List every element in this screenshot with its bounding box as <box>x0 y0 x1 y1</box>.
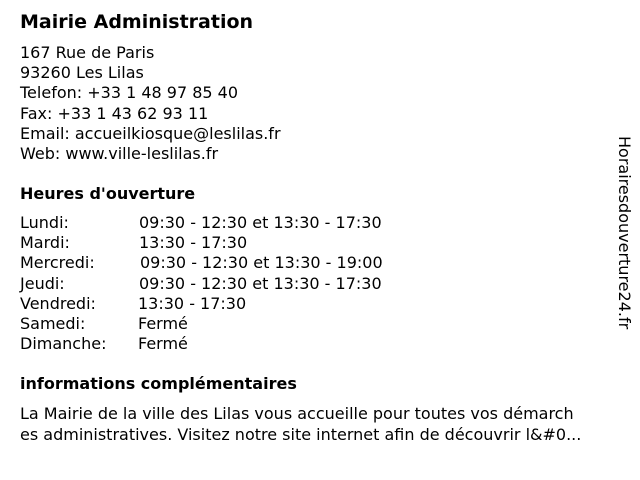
day-hours: 09:30 - 12:30 et 13:30 - 17:30 <box>139 213 382 232</box>
site-watermark: Horairesdouverture24.fr <box>615 136 634 330</box>
opening-hours-heading: Heures d'ouverture <box>20 184 196 203</box>
day-hours: Fermé <box>138 334 188 354</box>
street-address: 167 Rue de Paris <box>20 43 155 62</box>
hours-row-sunday <box>20 334 440 354</box>
contact-block <box>20 43 281 164</box>
hours-row-thursday <box>20 274 440 294</box>
fax-number: Fax: +33 1 43 62 93 11 <box>20 103 209 123</box>
hours-row-saturday <box>20 314 440 334</box>
phone-number: Telefon: +33 1 48 97 85 40 <box>20 83 239 103</box>
opening-hours-table <box>20 213 440 354</box>
additional-info-heading: informations complémentaires <box>20 374 297 393</box>
hours-row-monday <box>20 213 440 233</box>
hours-row-friday <box>20 294 440 314</box>
hours-row-tuesday <box>20 233 440 253</box>
info-line: La Mairie de la ville des Lilas vous accueille pour toutes vos démarch <box>20 404 574 423</box>
additional-info-text <box>20 403 620 445</box>
day-label: Mardi: <box>20 233 70 253</box>
website: Web: www.ville-leslilas.fr <box>20 143 219 163</box>
day-hours: Fermé <box>138 313 188 333</box>
hours-row-wednesday <box>20 253 440 273</box>
email-address: Email: accueilkiosque@leslilas.fr <box>20 123 281 143</box>
page-title: Mairie Administration <box>20 11 254 33</box>
day-label: Lundi: <box>20 213 69 232</box>
day-hours: 09:30 - 12:30 et 13:30 - 17:30 <box>139 273 382 293</box>
day-hours: 09:30 - 12:30 et 13:30 - 19:00 <box>140 253 383 273</box>
day-label: Jeudi: <box>20 273 65 293</box>
day-label: Dimanche: <box>20 334 107 354</box>
day-label: Mercredi: <box>20 253 95 273</box>
day-label: Samedi: <box>20 313 86 333</box>
day-hours: 13:30 - 17:30 <box>138 293 247 313</box>
info-line: es administratives. Visitez notre site internet afin de découvrir l&#0... <box>20 425 582 444</box>
city-postcode: 93260 Les Lilas <box>20 63 144 83</box>
day-hours: 13:30 - 17:30 <box>139 233 248 253</box>
day-label: Vendredi: <box>20 293 96 313</box>
